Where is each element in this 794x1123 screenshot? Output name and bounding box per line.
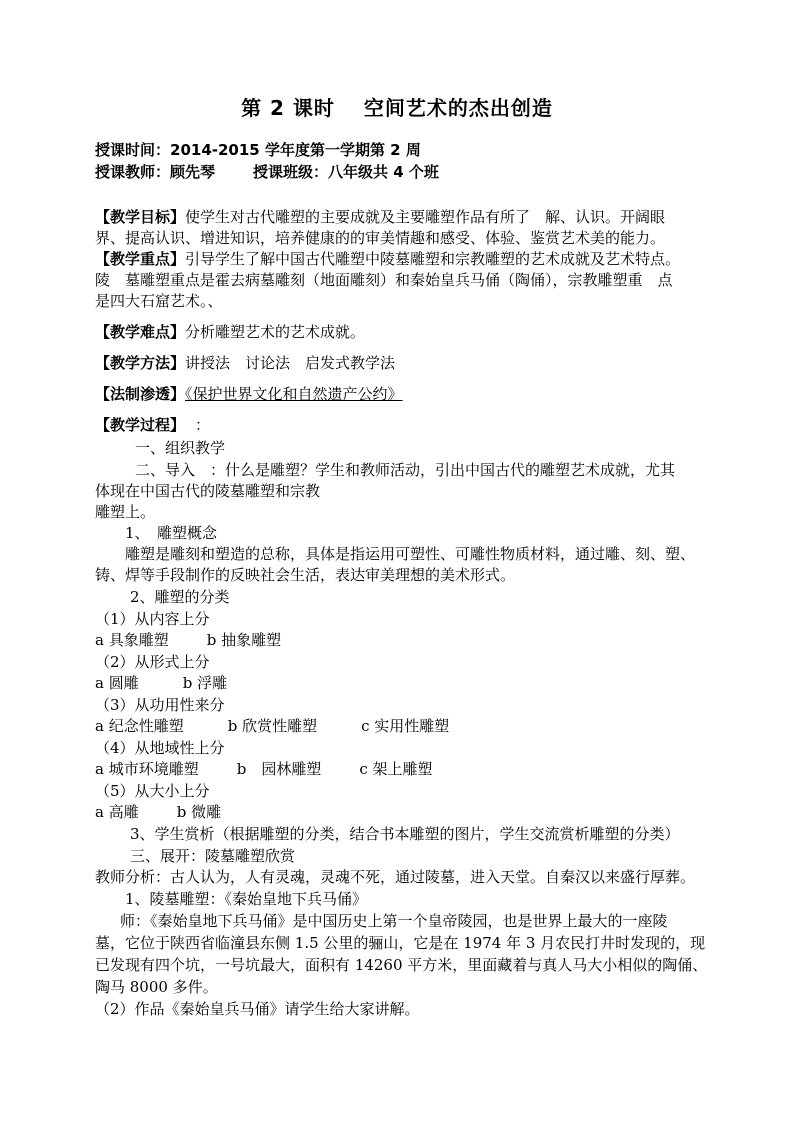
process-suffix: ： bbox=[195, 416, 211, 434]
goal-line-2: 界、提高认识、增进知识，培养健康的的审美情趣和感受、体验、鉴赏艺术美的能力。 bbox=[95, 229, 666, 247]
class-3-items bbox=[95, 716, 449, 736]
method-text: 讲授法 讨论法 启发式教学法 bbox=[185, 354, 396, 372]
page-title: 第 2 课时 空间艺术的杰出创造 bbox=[241, 96, 553, 120]
tomb-line-3: 已发现有四个坑，一号坑最大，面积有 14260 平方米，里面藏着与真人马大小相似的陶俑、 bbox=[95, 956, 708, 974]
lesson-time-line bbox=[95, 140, 421, 160]
process-label: 【教学过程】 bbox=[95, 416, 186, 434]
class-4-heading: （4）从地域性上分 bbox=[95, 739, 225, 757]
law-line bbox=[95, 384, 403, 404]
goal-line-1 bbox=[95, 207, 665, 227]
class-1-items bbox=[95, 630, 281, 650]
teacher-class-line bbox=[95, 162, 439, 182]
difficulty-text: 分析雕塑艺术的艺术成就。 bbox=[185, 323, 366, 341]
class-5-item-b: b 微雕 bbox=[176, 803, 222, 821]
class-2-items bbox=[95, 673, 227, 693]
concept-heading: 1、 雕塑概念 bbox=[125, 524, 218, 542]
class-5-items bbox=[95, 802, 221, 822]
intro-line-1: 二、导入 ：什么是雕塑？学生和教师活动，引出中国古代的雕塑艺术成就，尤其 bbox=[135, 461, 676, 479]
process-step-1: 一、组织教学 bbox=[135, 439, 226, 457]
tomb-line-1: 师：《秦始皇地下兵马俑》是中国历史上第一个皇帝陵园，也是世界上最大的一座陵 bbox=[120, 912, 668, 930]
lesson-time-value: 2014-2015 学年度第一学期第 2 周 bbox=[170, 141, 421, 159]
classification-heading: 2、雕塑的分类 bbox=[130, 588, 230, 606]
class-5-item-a: a 高雕 bbox=[95, 803, 139, 821]
class-1-item-b: b 抽象雕塑 bbox=[206, 631, 282, 649]
work-presentation-line: （2）作品《秦始皇兵马俑》请学生给大家讲解。 bbox=[95, 1000, 420, 1018]
class-4-item-c: c 架上雕塑 bbox=[359, 760, 433, 778]
goal-text-1: 使学生对古代雕塑的主要成就及主要雕塑作品有所了 解、认识。开阔眼 bbox=[185, 208, 666, 226]
tomb-sculpture-heading: 1、陵墓雕塑：《秦始皇地下兵马俑》 bbox=[125, 890, 368, 908]
intro-line-3: 雕塑上。 bbox=[95, 503, 156, 521]
expand-heading: 三、展开：陵墓雕塑欣赏 bbox=[130, 847, 296, 865]
appreciation-line: 3、学生赏析（根据雕塑的分类，结合书本雕塑的图片，学生交流赏析雕塑的分类） bbox=[130, 825, 680, 843]
lesson-time-label: 授课时间： bbox=[95, 141, 171, 159]
key-line-1 bbox=[95, 249, 680, 269]
concept-line-1: 雕塑是雕刻和塑造的总称，具体是指运用可塑性、可雕性物质材料，通过雕、刻、塑、 bbox=[125, 545, 696, 563]
class-3-item-a: a 纪念性雕塑 bbox=[95, 717, 184, 735]
class-5-heading: （5）从大小上分 bbox=[95, 782, 210, 800]
class-2-heading: （2）从形式上分 bbox=[95, 653, 210, 671]
key-label: 【教学重点】 bbox=[95, 250, 186, 268]
class-3-heading: （3）从功用性来分 bbox=[95, 696, 225, 714]
class-3-item-c: c 实用性雕塑 bbox=[361, 717, 450, 735]
key-line-3: 是四大石窟艺术。、 bbox=[95, 292, 223, 310]
goal-label: 【教学目标】 bbox=[95, 208, 186, 226]
difficulty-line bbox=[95, 322, 365, 342]
class-2-item-b: b 浮雕 bbox=[182, 674, 228, 692]
class-1-item-a: a 具象雕塑 bbox=[95, 631, 169, 649]
class-4-items bbox=[95, 759, 433, 779]
teacher-value: 顾先琴 bbox=[170, 163, 216, 181]
class-3-item-b: b 欣赏性雕塑 bbox=[227, 717, 318, 735]
class-2-item-a: a 圆雕 bbox=[95, 674, 139, 692]
class-4-item-a: a 城市环境雕塑 bbox=[95, 760, 199, 778]
law-text: 《保护世界文化和自然遗产公约》 bbox=[185, 385, 403, 403]
method-line bbox=[95, 353, 395, 373]
teacher-analysis-line: 教师分析：古人认为，人有灵魂，灵魂不死，通过陵墓，进入天堂。自秦汉以来盛行厚葬。 bbox=[95, 868, 696, 886]
key-line-2: 陵 墓雕塑重点是霍去病墓雕刻（地面雕刻）和秦始皇兵马俑（陶俑），宗教雕塑重 点 bbox=[95, 271, 673, 289]
process-heading bbox=[95, 415, 210, 435]
class-4-item-b: b 园林雕塑 bbox=[236, 760, 322, 778]
intro-line-2: 体现在中国古代的陵墓雕塑和宗教 bbox=[95, 482, 321, 500]
concept-line-2: 铸、焊等手段制作的反映社会生活，表达审美理想的美术形式。 bbox=[95, 566, 516, 584]
class-label: 授课班级： bbox=[253, 163, 329, 181]
class-1-heading: （1）从内容上分 bbox=[95, 610, 210, 628]
method-label: 【教学方法】 bbox=[95, 354, 186, 372]
teacher-label: 授课教师： bbox=[95, 163, 171, 181]
key-text-1: 引导学生了解中国古代雕塑中陵墓雕塑和宗教雕塑的艺术成就及艺术特点。 bbox=[185, 250, 681, 268]
difficulty-label: 【教学难点】 bbox=[95, 323, 186, 341]
law-label: 【法制渗透】 bbox=[95, 385, 186, 403]
tomb-line-4: 陶马 8000 多件。 bbox=[95, 978, 218, 996]
tomb-line-2: 墓，它位于陕西省临潼县东侧 1.5 公里的骊山，它是在 1974 年 3 月农民打井时发现的，现 bbox=[95, 934, 706, 952]
class-value: 八年级共 4 个班 bbox=[328, 163, 439, 181]
